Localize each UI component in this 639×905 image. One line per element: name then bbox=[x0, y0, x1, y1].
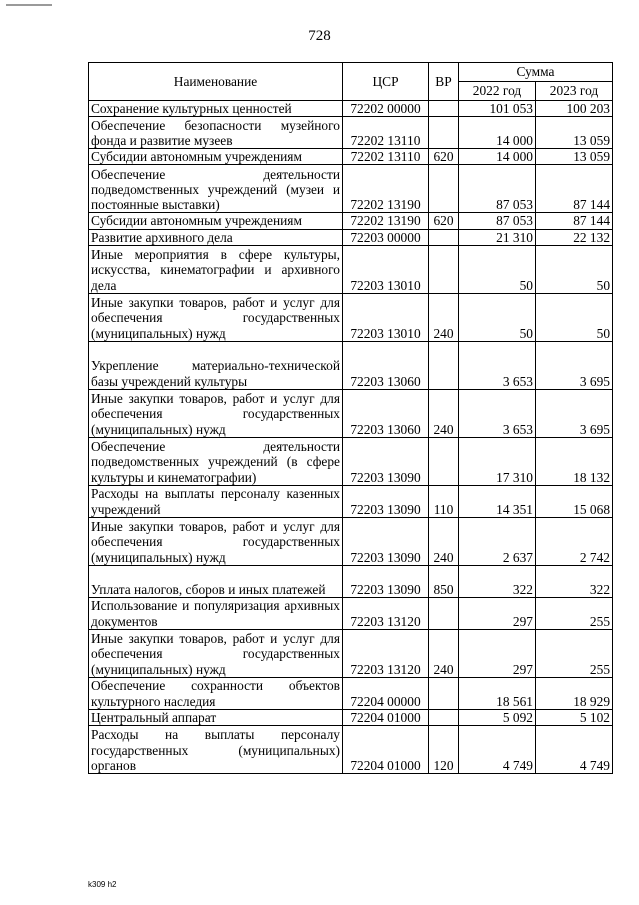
table-row bbox=[89, 341, 613, 389]
row-vr: 120 bbox=[429, 726, 459, 774]
row-csr: 72203 13060 bbox=[343, 341, 429, 389]
header-sum: Сумма bbox=[459, 63, 613, 82]
table-row bbox=[89, 485, 613, 517]
row-name: Обеспечение безопасности музейного фонда и развитие музеев bbox=[89, 117, 343, 149]
row-csr: 72204 01000 bbox=[343, 709, 429, 725]
table-row bbox=[89, 101, 613, 117]
row-sum-2023: 5 102 bbox=[536, 709, 613, 725]
row-name: Иные закупки товаров, работ и услуг для обеспечения государственных (муниципальных) нужд bbox=[89, 389, 343, 437]
row-csr: 72203 13090 bbox=[343, 517, 429, 565]
row-csr: 72202 00000 bbox=[343, 101, 429, 117]
row-sum-2023: 18 929 bbox=[536, 677, 613, 709]
row-sum-2022: 297 bbox=[459, 597, 536, 629]
row-vr bbox=[429, 677, 459, 709]
row-vr bbox=[429, 709, 459, 725]
table-row bbox=[89, 293, 613, 341]
page-number: 728 bbox=[308, 28, 331, 44]
table-row bbox=[89, 677, 613, 709]
row-name: Обеспечение деятельности подведомственных учреждений (в сфере культуры и кинематографии) bbox=[89, 437, 343, 485]
row-sum-2022: 5 092 bbox=[459, 709, 536, 725]
row-vr bbox=[429, 117, 459, 149]
header-year-2023: 2023 год bbox=[536, 82, 613, 101]
row-name: Иные закупки товаров, работ и услуг для обеспечения государственных (муниципальных) нужд bbox=[89, 293, 343, 341]
row-sum-2023: 50 bbox=[536, 293, 613, 341]
row-csr: 72203 13120 bbox=[343, 629, 429, 677]
footer-code: k309 h2 bbox=[88, 880, 117, 889]
row-vr bbox=[429, 597, 459, 629]
row-sum-2022: 297 bbox=[459, 629, 536, 677]
row-csr: 72203 00000 bbox=[343, 229, 429, 245]
row-sum-2023: 87 144 bbox=[536, 213, 613, 229]
table-row bbox=[89, 597, 613, 629]
row-vr bbox=[429, 165, 459, 213]
row-vr: 110 bbox=[429, 485, 459, 517]
row-vr: 240 bbox=[429, 293, 459, 341]
row-sum-2022: 17 310 bbox=[459, 437, 536, 485]
row-name: Уплата налогов, сборов и иных платежей bbox=[89, 565, 343, 597]
row-sum-2022: 50 bbox=[459, 245, 536, 293]
row-csr: 72204 01000 bbox=[343, 726, 429, 774]
row-name: Центральный аппарат bbox=[89, 709, 343, 725]
row-sum-2022: 4 749 bbox=[459, 726, 536, 774]
row-sum-2022: 2 637 bbox=[459, 517, 536, 565]
row-vr: 620 bbox=[429, 213, 459, 229]
row-csr: 72203 13090 bbox=[343, 565, 429, 597]
table-row bbox=[89, 245, 613, 293]
row-csr: 72203 13010 bbox=[343, 245, 429, 293]
table-row bbox=[89, 117, 613, 149]
row-name: Иные закупки товаров, работ и услуг для обеспечения государственных (муниципальных) нужд bbox=[89, 517, 343, 565]
row-sum-2022: 14 000 bbox=[459, 117, 536, 149]
header-vr: ВР bbox=[429, 63, 459, 101]
row-sum-2022: 14 351 bbox=[459, 485, 536, 517]
budget-table bbox=[88, 62, 613, 774]
table-row bbox=[89, 213, 613, 229]
row-name: Субсидии автономным учреждениям bbox=[89, 213, 343, 229]
table-row bbox=[89, 565, 613, 597]
row-name: Развитие архивного дела bbox=[89, 229, 343, 245]
row-csr: 72202 13110 bbox=[343, 149, 429, 165]
row-sum-2023: 100 203 bbox=[536, 101, 613, 117]
row-vr bbox=[429, 341, 459, 389]
row-sum-2023: 50 bbox=[536, 245, 613, 293]
row-sum-2023: 18 132 bbox=[536, 437, 613, 485]
row-sum-2023: 2 742 bbox=[536, 517, 613, 565]
row-vr bbox=[429, 245, 459, 293]
row-name: Использование и популяризация архивных документов bbox=[89, 597, 343, 629]
row-sum-2022: 87 053 bbox=[459, 165, 536, 213]
row-csr: 72202 13110 bbox=[343, 117, 429, 149]
row-sum-2023: 255 bbox=[536, 597, 613, 629]
row-sum-2022: 101 053 bbox=[459, 101, 536, 117]
row-vr bbox=[429, 229, 459, 245]
table-row bbox=[89, 149, 613, 165]
row-sum-2023: 13 059 bbox=[536, 149, 613, 165]
row-csr: 72203 13010 bbox=[343, 293, 429, 341]
table-row bbox=[89, 517, 613, 565]
row-sum-2023: 3 695 bbox=[536, 341, 613, 389]
row-vr: 240 bbox=[429, 629, 459, 677]
row-name: Обеспечение сохранности объектов культурного наследия bbox=[89, 677, 343, 709]
row-name: Обеспечение деятельности подведомственных учреждений (музеи и постоянные выставки) bbox=[89, 165, 343, 213]
row-sum-2023: 22 132 bbox=[536, 229, 613, 245]
row-sum-2023: 255 bbox=[536, 629, 613, 677]
row-csr: 72203 13090 bbox=[343, 485, 429, 517]
row-csr: 72202 13190 bbox=[343, 213, 429, 229]
row-sum-2022: 322 bbox=[459, 565, 536, 597]
row-sum-2022: 87 053 bbox=[459, 213, 536, 229]
table-row bbox=[89, 165, 613, 213]
row-sum-2022: 14 000 bbox=[459, 149, 536, 165]
row-sum-2023: 13 059 bbox=[536, 117, 613, 149]
header-year-2022: 2022 год bbox=[459, 82, 536, 101]
row-vr bbox=[429, 101, 459, 117]
header-name: Наименование bbox=[89, 63, 343, 101]
header-csr: ЦСР bbox=[343, 63, 429, 101]
row-sum-2022: 21 310 bbox=[459, 229, 536, 245]
row-csr: 72203 13120 bbox=[343, 597, 429, 629]
row-sum-2023: 3 695 bbox=[536, 389, 613, 437]
row-sum-2022: 3 653 bbox=[459, 389, 536, 437]
row-name: Сохранение культурных ценностей bbox=[89, 101, 343, 117]
row-sum-2022: 3 653 bbox=[459, 341, 536, 389]
row-vr: 850 bbox=[429, 565, 459, 597]
row-sum-2023: 4 749 bbox=[536, 726, 613, 774]
row-vr: 620 bbox=[429, 149, 459, 165]
row-name: Расходы на выплаты персоналу казенных учреждений bbox=[89, 485, 343, 517]
scan-mark bbox=[6, 4, 52, 6]
row-sum-2023: 15 068 bbox=[536, 485, 613, 517]
row-csr: 72203 13060 bbox=[343, 389, 429, 437]
row-name: Расходы на выплаты персоналу государственных (муниципальных) органов bbox=[89, 726, 343, 774]
row-name: Иные мероприятия в сфере культуры, искусства, кинематографии и архивного дела bbox=[89, 245, 343, 293]
table-row bbox=[89, 709, 613, 725]
row-sum-2022: 50 bbox=[459, 293, 536, 341]
table-row bbox=[89, 726, 613, 774]
row-name: Укрепление материально-технической базы учреждений культуры bbox=[89, 341, 343, 389]
table-row bbox=[89, 389, 613, 437]
table-row bbox=[89, 229, 613, 245]
row-sum-2022: 18 561 bbox=[459, 677, 536, 709]
row-vr: 240 bbox=[429, 517, 459, 565]
row-vr bbox=[429, 437, 459, 485]
table-row bbox=[89, 437, 613, 485]
row-csr: 72202 13190 bbox=[343, 165, 429, 213]
row-csr: 72203 13090 bbox=[343, 437, 429, 485]
row-vr: 240 bbox=[429, 389, 459, 437]
row-sum-2023: 87 144 bbox=[536, 165, 613, 213]
row-name: Иные закупки товаров, работ и услуг для обеспечения государственных (муниципальных) нужд bbox=[89, 629, 343, 677]
row-csr: 72204 00000 bbox=[343, 677, 429, 709]
table-row bbox=[89, 629, 613, 677]
row-sum-2023: 322 bbox=[536, 565, 613, 597]
row-name: Субсидии автономным учреждениям bbox=[89, 149, 343, 165]
